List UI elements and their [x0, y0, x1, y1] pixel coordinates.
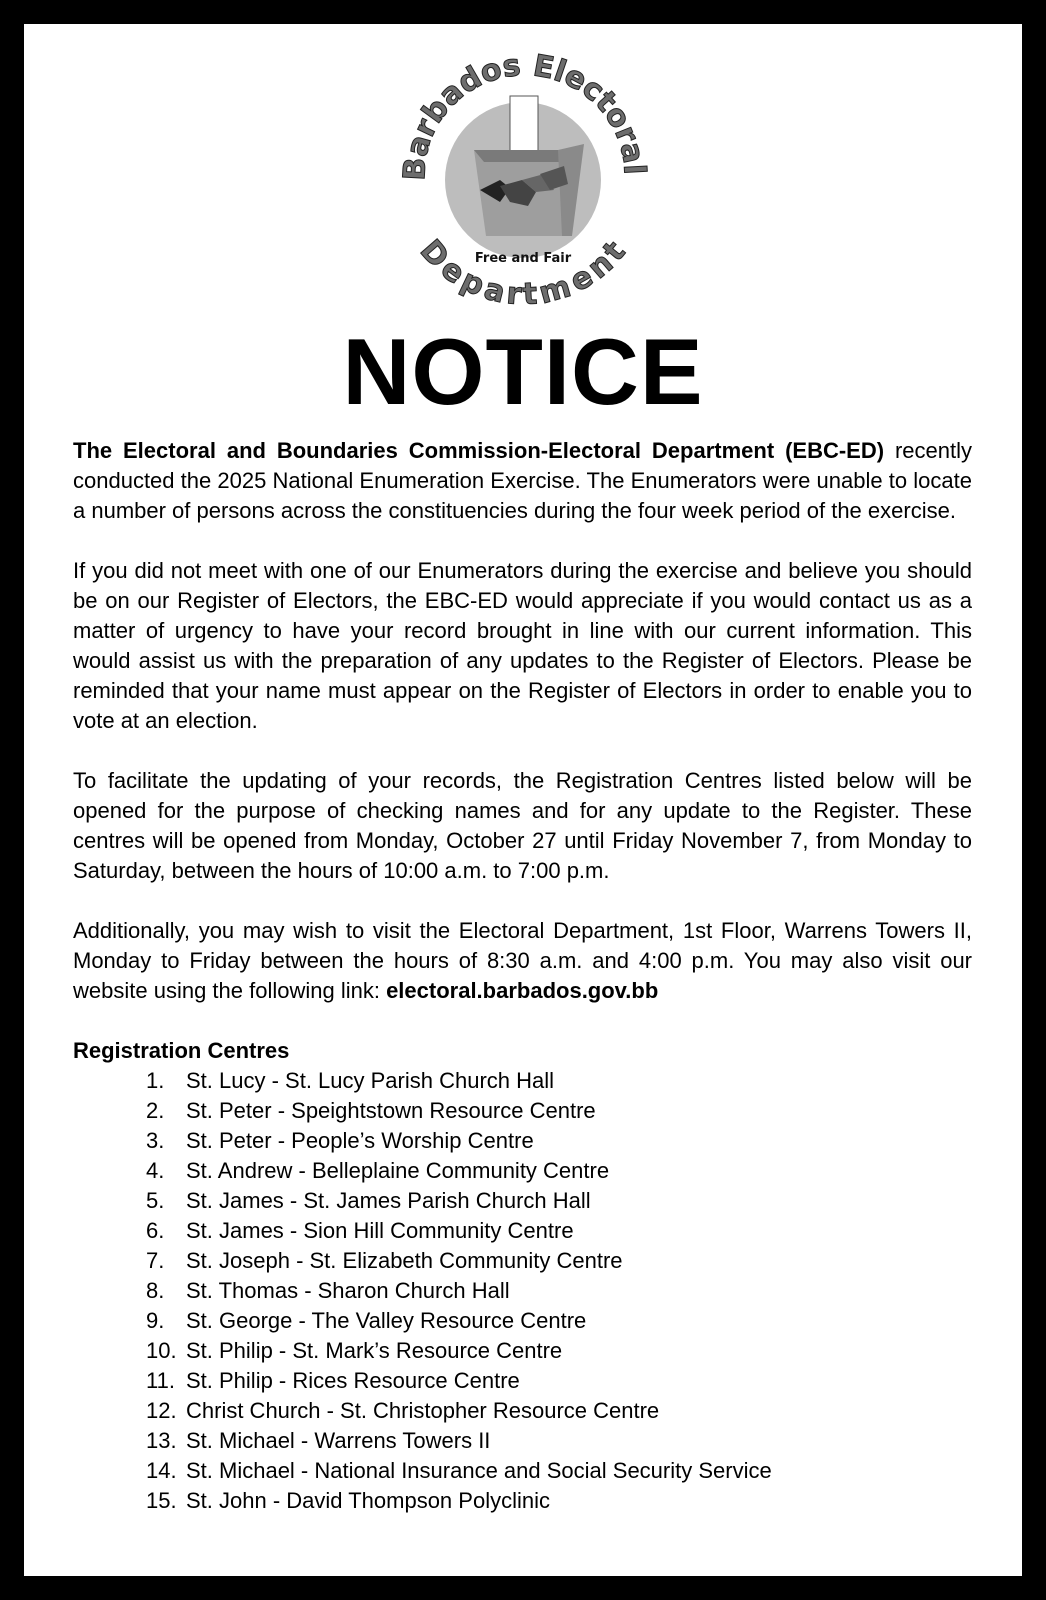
list-item-text: St. John - David Thompson Polyclinic — [186, 1488, 550, 1513]
paragraph-register: If you did not meet with one of our Enumerators during the exercise and believe you should be on our Register of Electors, the EBC-ED would appreciate if you would contact us as a matter of urgency to have your record brought in line with our current information. This would assist us with the preparation of any updates to the Register of Electors. Please be reminded that your name must appear on the Register of Electors in order to enable you to vote at an election. — [73, 558, 972, 733]
centres-heading: Registration Centres — [73, 1038, 290, 1063]
intro-bold-text: The Electoral and Boundaries Commission-Electoral Department (EBC-ED) — [73, 438, 885, 463]
office-visit-text: Additionally, you may wish to visit the Electoral Department, 1st Floor, Warrens Towers II, Monday to Friday between the hours of 8:30 a.m. and 4:00 p.m. You may also visit our website using the following link: — [73, 918, 972, 1003]
electoral-department-logo — [388, 40, 658, 310]
logo-arc-bottom: Department — [412, 233, 633, 310]
centres-list — [73, 1066, 972, 1516]
intro-text: recently conducted the 2025 National Enumeration Exercise. The Enumerators were unable to locate a number of persons across the constituencies during the four week period of the exercise. — [73, 438, 972, 523]
paragraph-office-visit — [73, 916, 972, 1006]
list-item — [73, 1216, 972, 1246]
list-item-number: 6. — [146, 1218, 165, 1243]
list-item — [73, 1366, 972, 1396]
list-item — [73, 1396, 972, 1426]
list-item — [73, 1066, 972, 1096]
list-item-number: 14. — [146, 1458, 177, 1483]
website-link[interactable]: electoral.barbados.gov.bb — [386, 978, 659, 1003]
list-item — [73, 1486, 972, 1516]
list-item-number: 8. — [146, 1278, 165, 1303]
list-item-text: St. Michael - Warrens Towers II — [186, 1428, 491, 1453]
list-item-text: St. Peter - Speightstown Resource Centre — [186, 1098, 596, 1123]
list-item — [73, 1126, 972, 1156]
list-item-text: St. Lucy - St. Lucy Parish Church Hall — [186, 1068, 555, 1093]
list-item — [73, 1306, 972, 1336]
list-item-text: St. George - The Valley Resource Centre — [186, 1308, 587, 1333]
list-item-text: St. Michael - National Insurance and Social Security Service — [186, 1458, 772, 1483]
list-item-text: St. James - St. James Parish Church Hall — [186, 1188, 591, 1213]
list-item-text: Christ Church - St. Christopher Resource Centre — [186, 1398, 660, 1423]
list-item-number: 15. — [146, 1488, 177, 1513]
logo-tagline: Free and Fair — [474, 251, 572, 266]
list-item-text: St. Joseph - St. Elizabeth Community Centre — [186, 1248, 623, 1273]
list-item-text: St. Philip - Rices Resource Centre — [186, 1368, 520, 1393]
list-item — [73, 1156, 972, 1186]
list-item-text: St. Andrew - Belleplaine Community Centre — [186, 1158, 610, 1183]
list-item — [73, 1246, 972, 1276]
list-item-number: 3. — [146, 1128, 165, 1153]
list-item — [73, 1426, 972, 1456]
ballot-box-handshake-icon — [388, 40, 658, 310]
list-item-number: 12. — [146, 1398, 177, 1423]
list-item-number: 5. — [146, 1188, 165, 1213]
list-item-number: 11. — [146, 1368, 175, 1393]
paragraph-centres-hours: To facilitate the updating of your records, the Registration Centres listed below will be opened for the purpose of checking names and for any update to the Register. These centres will be opened from Monday, October 27 until Friday November 7, from Monday to Saturday, between the hours of 10:00 a.m. to 7:00 p.m. — [73, 768, 972, 883]
list-item — [73, 1276, 972, 1306]
list-item — [73, 1456, 972, 1486]
list-item-number: 13. — [146, 1428, 177, 1453]
logo-arc-top: Barbados Electoral — [397, 48, 652, 182]
list-item-number: 4. — [146, 1158, 165, 1183]
list-item-number: 2. — [146, 1098, 165, 1123]
list-item-number: 10. — [146, 1338, 177, 1363]
notice-body — [73, 436, 972, 1516]
list-item-text: St. Philip - St. Mark’s Resource Centre — [186, 1338, 563, 1363]
list-item-number: 7. — [146, 1248, 165, 1273]
list-item — [73, 1336, 972, 1366]
list-item-number: 1. — [146, 1068, 165, 1093]
list-item-text: St. Thomas - Sharon Church Hall — [186, 1278, 510, 1303]
paragraph-intro — [73, 436, 972, 526]
list-item-text: St. Peter - People’s Worship Centre — [186, 1128, 534, 1153]
notice-title: NOTICE — [342, 319, 704, 424]
list-item — [73, 1186, 972, 1216]
list-item — [73, 1096, 972, 1126]
list-item-number: 9. — [146, 1308, 165, 1333]
list-item-text: St. James - Sion Hill Community Centre — [186, 1218, 574, 1243]
